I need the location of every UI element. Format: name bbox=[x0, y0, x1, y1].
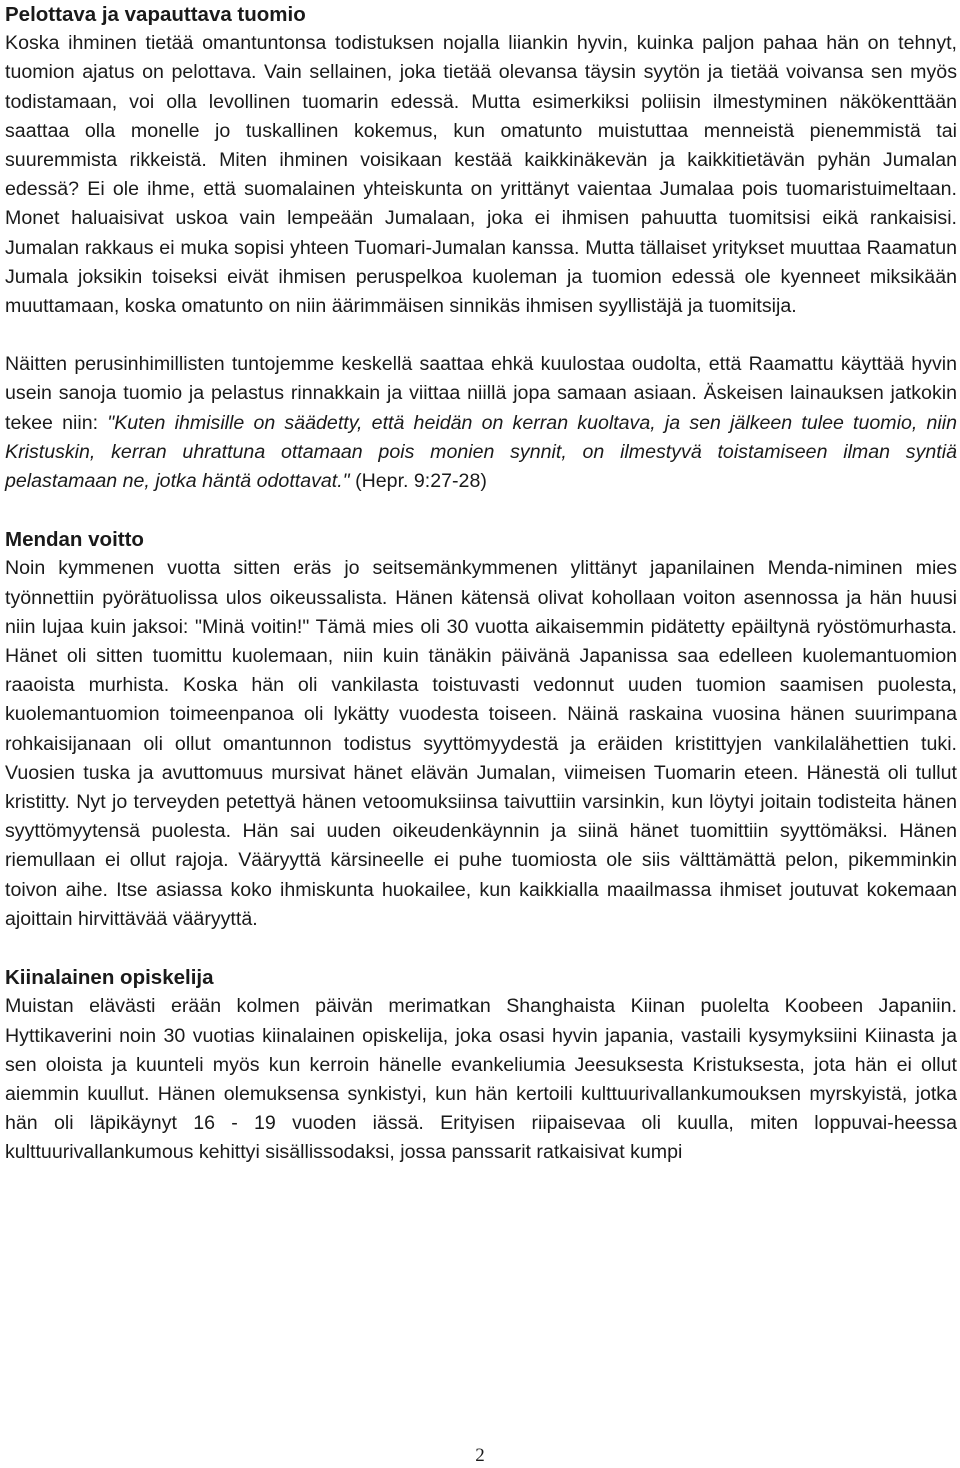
section-heading: Pelottava ja vapauttava tuomio bbox=[5, 3, 306, 26]
section-spacer bbox=[5, 934, 957, 963]
section-kiinalainen-opiskelija bbox=[5, 963, 957, 1167]
paragraph-spacer bbox=[5, 321, 957, 350]
section-spacer bbox=[5, 496, 957, 525]
paragraph-intro: Näitten perusinhimillisten tuntojemme keskellä saattaa ehkä kuulostaa oudolta, että Raamattu käyttää hyvin usein sanoja tuomio ja pelastus rinnakkain ja viittaa niillä jopa samaan asiaan. Äskeisen lainauksen jatkokin tekee niin: bbox=[5, 353, 957, 434]
page-number: 2 bbox=[475, 1445, 485, 1466]
body-paragraph-with-quote bbox=[5, 350, 957, 496]
body-paragraph: Noin kymmenen vuotta sitten eräs jo seitsemänkymmenen ylittänyt japanilainen Menda-niminen mies työnnettiin pyörätuolissa ulos oikeussalista. Hänen kätensä olivat kohollaan voiton asennossa ja hän huusi niin lujaa kuin jaksoi: "Minä voitin!" Tämä mies oli 30 vuotta aikaisemmin pidätetty epäiltynä ryöstömurhasta. Hänet oli sitten tuomittu kuolemaan, niin kuin tänäkin päivänä Japanissa saa edelleen kuolemantuomion raaoista murhista. Koska hän oli vankilasta toistuvasti vedonnut uuden tuomion saamisen puolesta, kuolemantuomion toimeenpanoa oli lykätty vuodesta toiseen. Näinä raskaina vuosina hänen suurimpana rohkaisijanaan oli ollut omantunnon todistus syyttömyydestä ja eräiden kristittyjen vankilalähettien tuki. Vuosien tuska ja avuttomuus mursivat hänet elävän Jumalan, viimeisen Tuomarin eteen. Hänestä oli tullut kristitty. Nyt jo terveyden petettyä hänen vetoomuksiinsa taivuttiin varsinkin, kun löytyi joitain todisteita hänen syyttömyytensä puolesta. Hän sai uuden oikeudenkäynnin ja siinä hänet tuomittiin syyttömäksi. Hänen riemullaan ei ollut rajoja. Vääryyttä kärsineelle ei puhe tuomiosta ole siis välttämättä pelon, pikemminkin toivon aihe. Itse asiassa koko ihmiskunta huokailee, kun kaikkialla maailmassa ihmiset joutuvat kokemaan ajoittain hirvittävää vääryyttä. bbox=[5, 557, 957, 930]
bible-quote: "Kuten ihmisille on säädetty, että heidän on kerran kuoltava, ja sen jälkeen tulee tuomio, niin Kristuskin, kerran uhrattuna ottamaan pois monien synnit, on ilmestyvä toistamiseen ilman syntiä pelastamaan ne, jotka häntä odottavat." bbox=[5, 411, 957, 493]
section-heading: Kiinalainen opiskelija bbox=[5, 966, 214, 990]
bible-reference: (Hepr. 9:27-28) bbox=[349, 470, 487, 493]
section-pelottava bbox=[5, 0, 957, 496]
body-paragraph: Koska ihminen tietää omantuntonsa todistuksen nojalla liiankin hyvin, kuinka paljon pahaa hän on tehnyt, tuomion ajatus on pelottava. Vain sellainen, joka tietää olevansa täysin syytön ja tietää voivansa sen myös todistamaan, voi olla levollinen tuomarin edessä. Mutta esimerkiksi poliisin ilmestyminen näkökenttään saattaa olla monelle jo tuskallinen kokemus, kun omatunto muistuttaa menneistä pienemmistä tai suuremmista rikkeistä. Miten ihminen voisikaan kestää kaikkinäkevän ja kaikkitietävän pyhän Jumalan edessä? Ei ole ihme, että suomalainen yhteiskunta on yrittänyt vaientaa Jumalaa pois tuomaristuimeltaan. Monet haluaisivat uskoa vain lempeään Jumalaan, joka ei ihmisen pahuutta tuomitsisi eikä rankaisisi. Jumalan rakkaus ei muka sopisi yhteen Tuomari-Jumalan kanssa. Mutta tällaiset yritykset muuttaa Raamatun Jumala joksikin toiseksi eivät ihmisen peruspelkoa kuoleman ja tuomion edessä ole kyenneet miksikään muuttamaan, koska omatunto on niin äärimmäisen sinnikäs ihmisen syyllistäjä ja tuomitsija. bbox=[5, 32, 957, 318]
document-page bbox=[5, 0, 957, 1168]
section-mendan-voitto bbox=[5, 525, 957, 934]
body-paragraph: Muistan elävästi erään kolmen päivän merimatkan Shanghaista Kiinan puolelta Koobeen Japaniin. Hyttikaverini noin 30 vuotias kiinalainen opiskelija, joka osasi hyvin japania, vastaili kysymyksiini Kiinasta ja sen oloista ja kuunteli myös kun kerroin hänelle evankeliumia Jeesuksesta Kristuksesta, jota hän ei ollut aiemmin kuullut. Hänen olemuksensa synkistyi, kun hän kertoili kulttuurivallankumouksen myrskyistä, jotka hän oli läpikäynyt 16 - 19 vuoden iässä. Erityisen riipaisevaa oli kuulla, miten loppuvai-heessa kulttuurivallankumous kehittyi sisällissodaksi, jossa panssarit ratkaisivat kumpi bbox=[5, 995, 957, 1164]
section-heading: Mendan voitto bbox=[5, 528, 144, 552]
